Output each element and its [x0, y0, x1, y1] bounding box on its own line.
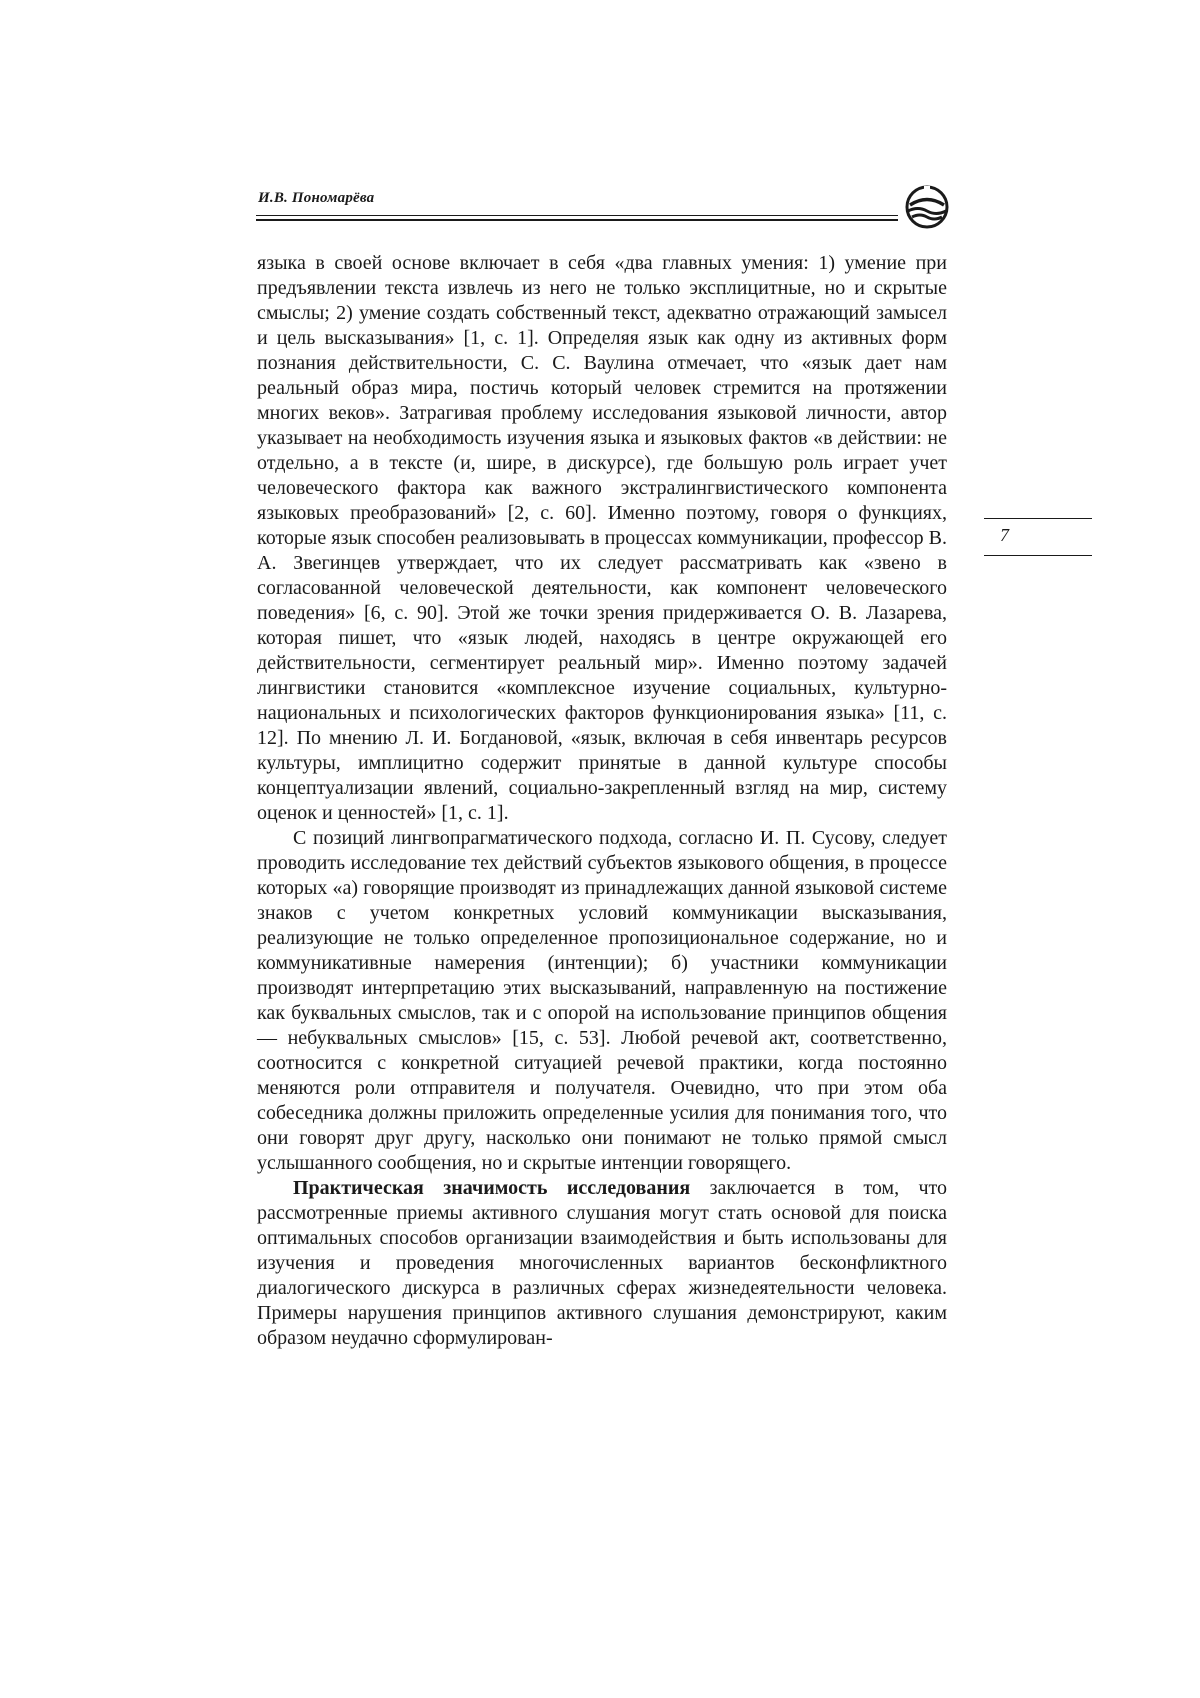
header-rule-thin — [256, 215, 898, 216]
body-text — [257, 251, 947, 1351]
running-head — [256, 190, 946, 230]
publisher-logo-icon — [904, 184, 950, 230]
paragraph-3 — [257, 1176, 947, 1351]
header-rule-thick — [256, 219, 898, 221]
paragraph-2: С позиций лингвопрагматического подхода, согласно И. П. Сусову, следует проводить исследование тех действий субъектов языкового общения, в процессе которых «а) говорящие производят из принадлежащих данной языковой системе знаков с учетом конкретных условий коммуникации высказывания, реализующие не только определенное пропозициональное содержание, но и коммуникативные намерения (интенции); б) участники коммуникации производят интерпретацию этих высказываний, направленную на постижение как буквальных смыслов, так и с опорой на использование принципов общения — небуквальных смыслов» [15, с. 53]. Любой речевой акт, соответственно, соотносится с конкретной ситуацией речевой практики, когда постоянно меняются роли отправителя и получателя. Очевидно, что при этом оба собеседника должны приложить определенные усилия для понимания того, что они говорят друг другу, насколько они понимают не только прямой смысл услышанного сообщения, но и скрытые интенции говорящего. — [257, 827, 947, 1174]
paragraph-3-bold-lead: Практическая значимость исследования — [293, 1177, 691, 1199]
author-name: И.В. Пономарёва — [258, 190, 375, 206]
paragraph-1: языка в своей основе включает в себя «два главных умения: 1) умение при предъявлении текста извлечь из него не только эксплицитные, но и скрытые смыслы; 2) умение создать собственный текст, адекватно отражающий замысел и цель высказывания» [1, с. 1]. Определяя язык как одну из активных форм познания действительности, С. С. Ваулина отмечает, что «язык дает нам реальный образ мира, постичь который человек стремится на протяжении многих веков». Затрагивая проблему исследования языковой личности, автор указывает на необходимость изучения языка и языковых фактов «в действии: не отдельно, а в тексте (и, шире, в дискурсе), где большую роль играет учет человеческого фактора как важного экстралингвистического компонента языковых преобразований» [2, с. 60]. Именно поэтому, говоря о функциях, которые язык способен реализовывать в процессах коммуникации, профессор В. А. Звегинцев утверждает, что их следует рассматривать как «звено в согласованной человеческой деятельности, как компонент человеческого поведения» [6, с. 90]. Этой же точки зрения придерживается О. В. Лазарева, которая пишет, что «язык людей, находясь в центре окружающей его действительности, сегментирует реальный мир». Именно поэтому задачей лингвистики становится «комплексное изучение социальных, культурно-национальных и психологических факторов функционирования языка» [11, с. 12]. По мнению Л. И. Богдановой, «язык, включая в себя инвентарь ресурсов культуры, имплицитно содержит принятые в данной культуре способы концептуализации явлений, социально-закрепленный взгляд на мир, систему оценок и ценностей» [1, с. 1]. — [257, 252, 947, 824]
page-number: 7 — [1000, 525, 1009, 545]
page-number-box — [984, 518, 1092, 556]
paragraph-3-text: заключается в том, что рассмотренные приемы активного слушания могут стать основой для поиска оптимальных способов организации взаимодействия и быть использованы для изучения и проведения многочисленных вариантов бесконфликтного диалогического дискурса в различных сферах жизнедеятельности человека. Примеры нарушения принципов активного слушания демонстрируют, каким образом неудачно сформулирован- — [257, 1177, 948, 1349]
